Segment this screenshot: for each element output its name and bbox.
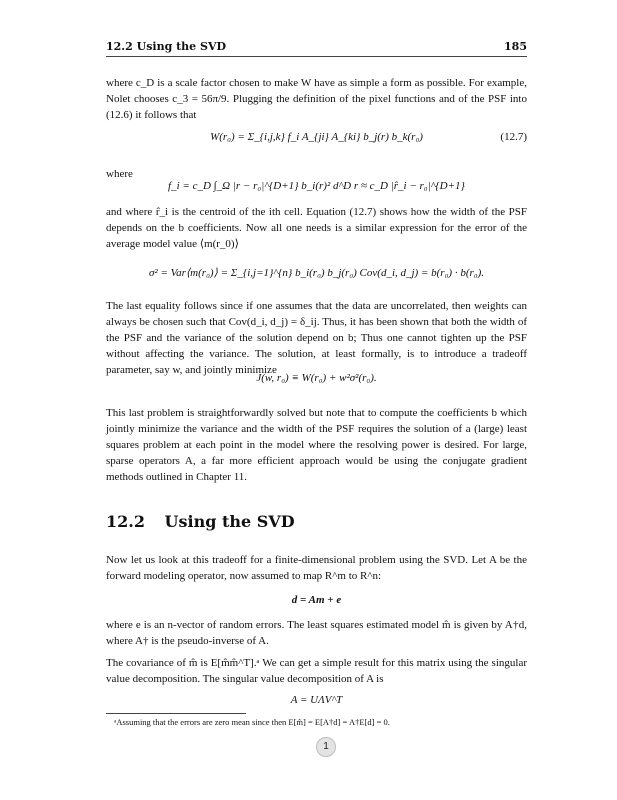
paragraph-last-problem: This last problem is straightforwardly solved but note that to compute the coefficients b which jointly minimize the variance and the width of the PSF requires the solution of a (large) least squares problem at each point in the model where the resolving power is desired. For large, sparse operators A, a far more efficient approach would be using the conjugate gradient methods outlined in Chapter 11. (106, 407, 527, 483)
equation-tradeoff: J(w, r₀) ≡ W(r₀) + w²σ²(r₀). (256, 372, 377, 384)
equation-number: (12.7) (500, 131, 527, 143)
paragraph-random-errors: where e is an n-vector of random errors. The least squares estimated model m̂ is given by A†d, where A† is the pseudo-inverse of A. (106, 619, 527, 647)
running-header (106, 40, 527, 53)
paragraph-centroid: and where r̂_i is the centroid of the ith cell. Equation (12.7) shows how the width of the PSF depends on the b coefficients. Now all one needs is a similar expression for the error of the average model value ⟨m(r_0)⟩ (106, 206, 527, 250)
equation-forward-model: d = Am + e (291, 594, 342, 606)
page-number-badge[interactable]: 1 (316, 737, 336, 757)
paragraph-last-equality: The last equality follows since if one assumes that the data are uncorrelated, then weights can always be chosen such that Cov(d_i, d_j) = δ_ij. Thus, it has been shown that both the width of the PSF and the variance of the solution depend on b; Thus one cannot tighten up the PSF without affecting the variance. The solution, at least formally, is to introduce a tradeoff parameter, say w, and jointly minimize (106, 300, 527, 376)
section-title: Using the SVD (164, 512, 295, 531)
paragraph-svd-intro: Now let us look at this tradeoff for a finite-dimensional problem using the SVD. Let A be the forward modeling operator, now assumed to map R^m to R^n: (106, 554, 527, 582)
equation-12-7: W(r₀) = Σ_{i,j,k} f_i A_{ji} A_{ki} b_j(r) b_k(r₀) (210, 131, 423, 143)
paragraph-where: where (106, 168, 133, 180)
equation-svd: A = UΛV^T (290, 694, 343, 706)
footnote: ᵃAssuming that the errors are zero mean since then E[m̂] = E[A†d] = A†E[d] = 0. (114, 717, 390, 727)
equation-fi: f_i = c_D ∫_Ω |r − r₀|^{D+1} b_i(r)² d^D r ≈ c_D |r̂_i − r₀|^{D+1} (168, 180, 465, 192)
paragraph-scale-factor: where c_D is a scale factor chosen to make W have as simple a form as possible. For example, Nolet chooses c_3 = 56π/9. Plugging the definition of the pixel functions and of the PSF into (12.6) it follows that (106, 77, 527, 121)
section-number: 12.2 (106, 512, 145, 531)
paragraph-covariance: The covariance of m̂ is E[m̂m̂^T].ᵃ We can get a simple result for this matrix using the singular value decomposition. The singular value decomposition of A is (106, 657, 527, 685)
footnote-rule (106, 713, 246, 714)
section-heading (106, 512, 295, 531)
header-section-title: 12.2 Using the SVD (106, 40, 227, 53)
header-rule (106, 56, 527, 57)
equation-variance: σ² = Var⟨m(r₀)⟩ = Σ_{i,j=1}^{n} b_i(r₀) b_j(r₀) Cov(d_i, d_j) = b(r₀) · b(r₀). (148, 267, 485, 279)
header-page-number: 185 (504, 40, 527, 53)
